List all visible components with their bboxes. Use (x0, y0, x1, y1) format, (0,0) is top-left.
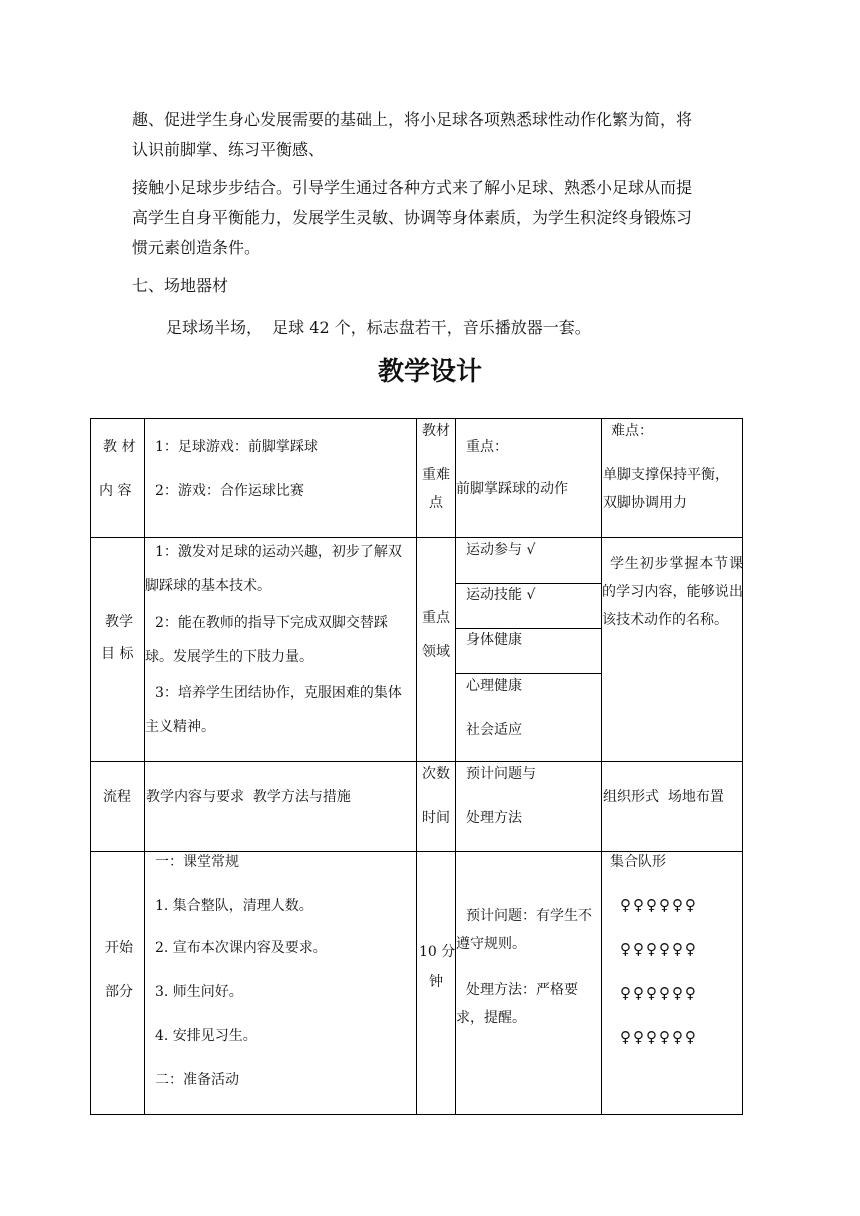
cell-start-time (417, 852, 456, 1115)
header-text: 处理方法 (466, 810, 522, 826)
cell-goals (145, 538, 417, 762)
table-row (91, 419, 743, 538)
material-item: 1：足球游戏：前脚掌踩球 (155, 439, 318, 455)
header-text: 预计问题与 (466, 766, 536, 782)
cell-domains (456, 538, 602, 762)
key-title: 重点： (466, 439, 508, 455)
intro-line-4: 高学生自身平衡能力，发展学生灵敏、协调等身体素质，为学生积淀终身锻炼习 (132, 208, 693, 227)
solution-text: 处理方法：严格要求，提醒。 (456, 982, 578, 1026)
list-item: 一：课堂常规 (155, 854, 239, 870)
difficulty-text: 单脚支撑保持平衡， (603, 467, 729, 483)
cell-goal-label (91, 538, 145, 762)
label-text: 目 标 (101, 646, 134, 662)
difficulty-text: 双脚协调用力 (603, 495, 687, 511)
table-row (91, 762, 743, 852)
page-title: 教学设计 (377, 357, 482, 387)
label-text: 教材 (422, 423, 450, 439)
outcome-text: 学生初步掌握本节课的学习内容，能够说出该技术动作的名称。 (602, 556, 743, 628)
cell-problem-header (456, 762, 602, 852)
table-row (91, 852, 743, 1115)
formation-row: ♀♀♀♀♀♀ (620, 896, 698, 914)
cell-start-problem (456, 852, 602, 1115)
domain-item: 社会适应 (466, 722, 522, 738)
cell-difficulty (602, 419, 743, 538)
material-item: 2：游戏：合作运球比赛 (155, 483, 304, 499)
label-text: 重难 (422, 467, 450, 483)
list-item: 2. 宣布本次课内容及要求。 (155, 940, 327, 956)
cell-material-content (145, 419, 417, 538)
header-text: 组织形式 场地布置 (603, 789, 724, 805)
list-item: 3. 师生问好。 (155, 984, 243, 1000)
cell-key-point (456, 419, 602, 538)
cell-domain-label (417, 538, 456, 762)
cell-org-header (602, 762, 743, 852)
intro-line-2: 认识前脚掌、练习平衡感、 (132, 140, 325, 159)
goal-item: 3：培养学生团结协作，克服困难的集体主义精神。 (145, 685, 402, 735)
label-text: 领域 (422, 644, 450, 660)
label-text: 教 材 (103, 439, 136, 455)
difficulty-title: 难点： (611, 423, 653, 439)
domain-item: 心理健康 (466, 678, 522, 694)
label-text: 流程 (103, 789, 131, 805)
intro-line-3: 接触小足球步步结合。引导学生通过各种方式来了解小足球、熟悉小足球从而提 (132, 178, 693, 197)
list-item: 4. 安排见习生。 (155, 1028, 257, 1044)
list-item: 1. 集合整队，清理人数。 (155, 898, 313, 914)
lesson-table (90, 418, 743, 1115)
cell-key-label (417, 419, 456, 538)
intro-line-1: 趣、促进学生身心发展需要的基础上，将小足球各项熟悉球性动作化繁为简，将 (132, 110, 693, 129)
domain-item: 运动参与 √ (466, 542, 536, 558)
cell-material-label (91, 419, 145, 538)
domain-item: 身体健康 (466, 632, 522, 648)
key-text: 前脚掌踩球的动作 (456, 481, 568, 497)
label-text: 部分 (105, 984, 133, 1000)
table-row (91, 538, 743, 762)
label-text: 内 容 (99, 483, 132, 499)
header-text: 教学内容与要求 教学方法与措施 (146, 789, 351, 805)
time-text: 10 分 (419, 944, 456, 960)
header-text: 时间 (422, 810, 450, 826)
goal-item: 2：能在教师的指导下完成双脚交替踩球。发展学生的下肢力量。 (145, 615, 388, 665)
equipment-text: 足球场半场， 足球 42 个，标志盘若干，音乐播放器一套。 (166, 318, 591, 337)
cell-content-header (145, 762, 417, 852)
cell-start-content (145, 852, 417, 1115)
label-text: 重点 (422, 610, 450, 626)
cell-start-org (602, 852, 743, 1115)
list-item: 二：准备活动 (155, 1072, 239, 1088)
intro-line-5: 惯元素创造条件。 (132, 238, 261, 257)
domain-item: 运动技能 √ (466, 587, 536, 603)
header-text: 次数 (422, 766, 450, 782)
formation-title: 集合队形 (610, 854, 666, 870)
cell-flow-label (91, 762, 145, 852)
label-text: 点 (429, 495, 443, 511)
cell-time-header (417, 762, 456, 852)
goal-item: 1：激发对足球的运动兴趣，初步了解双脚踩球的基本技术。 (145, 544, 402, 594)
problem-text: 预计问题：有学生不遵守规则。 (456, 908, 592, 952)
label-text: 开始 (105, 940, 133, 956)
section-heading-equipment: 七、场地器材 (132, 276, 229, 295)
time-text: 钟 (429, 974, 443, 990)
formation-row: ♀♀♀♀♀♀ (620, 984, 698, 1002)
formation-row: ♀♀♀♀♀♀ (620, 940, 698, 958)
cell-outcome (602, 538, 743, 762)
cell-start-label (91, 852, 145, 1115)
formation-row: ♀♀♀♀♀♀ (620, 1028, 698, 1046)
label-text: 教学 (105, 614, 133, 630)
